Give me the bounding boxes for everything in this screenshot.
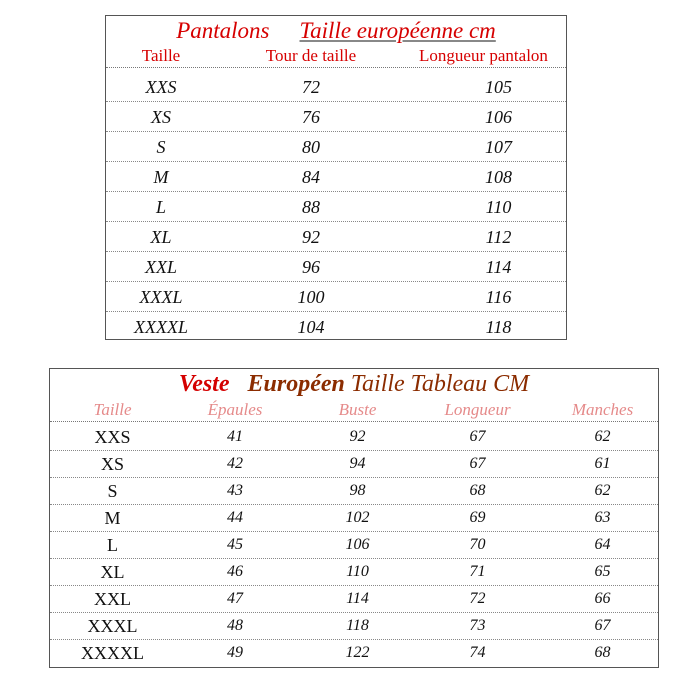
size-cell: M bbox=[104, 508, 121, 528]
table-row bbox=[106, 312, 566, 342]
jacket-title-rest: Taille Tableau CM bbox=[350, 371, 530, 397]
sleeves-cell: 65 bbox=[594, 563, 611, 580]
chest-cell: 92 bbox=[349, 428, 366, 445]
pants-table-header bbox=[106, 45, 566, 68]
sleeves-cell: 66 bbox=[594, 590, 611, 607]
pants-header-length: Longueur pantalon bbox=[419, 46, 548, 65]
table-row bbox=[106, 162, 566, 192]
pants-title-part1: Pantalons bbox=[176, 18, 270, 43]
sleeves-cell: 62 bbox=[594, 428, 611, 445]
length-cell: 118 bbox=[485, 317, 512, 337]
length-cell: 74 bbox=[469, 644, 486, 661]
table-row bbox=[50, 451, 658, 478]
jacket-header-length: Longueur bbox=[444, 400, 511, 419]
length-cell: 107 bbox=[485, 137, 512, 157]
waist-cell: 88 bbox=[302, 197, 320, 217]
size-cell: S bbox=[156, 137, 166, 157]
sleeves-cell: 67 bbox=[594, 617, 611, 634]
pants-title-part2: Taille européenne cm bbox=[299, 18, 496, 43]
table-row bbox=[106, 102, 566, 132]
length-cell: 112 bbox=[485, 227, 512, 247]
waist-cell: 100 bbox=[297, 287, 325, 307]
jacket-header-sleeves: Manches bbox=[571, 400, 634, 419]
length-cell: 106 bbox=[485, 107, 512, 127]
size-cell: XXS bbox=[145, 77, 177, 97]
table-row bbox=[106, 132, 566, 162]
waist-cell: 84 bbox=[302, 167, 320, 187]
chest-cell: 114 bbox=[346, 590, 369, 607]
waist-cell: 72 bbox=[302, 77, 320, 97]
length-cell: 110 bbox=[485, 197, 512, 217]
table-row bbox=[50, 478, 658, 505]
pants-header-size: Taille bbox=[141, 46, 181, 65]
size-cell: XXL bbox=[94, 589, 131, 609]
size-cell: XXS bbox=[94, 427, 131, 447]
table-row bbox=[50, 613, 658, 640]
table-row bbox=[50, 586, 658, 613]
jacket-title-europeen: Européen bbox=[247, 371, 345, 397]
sleeves-cell: 68 bbox=[594, 644, 611, 661]
waist-cell: 104 bbox=[297, 317, 325, 337]
jacket-size-table bbox=[49, 368, 659, 668]
shoulders-cell: 47 bbox=[227, 590, 243, 607]
sleeves-cell: 61 bbox=[594, 455, 611, 472]
sleeves-cell: 62 bbox=[594, 482, 611, 499]
shoulders-cell: 41 bbox=[227, 428, 243, 445]
length-cell: 67 bbox=[469, 455, 486, 472]
length-cell: 114 bbox=[485, 257, 512, 277]
shoulders-cell: 46 bbox=[227, 563, 243, 580]
size-cell: XS bbox=[100, 454, 124, 474]
jacket-title-veste: Veste bbox=[178, 371, 230, 397]
table-row bbox=[106, 192, 566, 222]
pants-table-title bbox=[106, 18, 566, 44]
size-cell: L bbox=[155, 197, 166, 217]
chest-cell: 118 bbox=[346, 617, 369, 634]
shoulders-cell: 43 bbox=[227, 482, 243, 499]
chest-cell: 94 bbox=[349, 455, 366, 472]
table-row bbox=[50, 505, 658, 532]
table-row bbox=[50, 532, 658, 559]
shoulders-cell: 42 bbox=[227, 455, 243, 472]
chest-cell: 102 bbox=[345, 509, 370, 526]
jacket-table-header bbox=[50, 399, 658, 422]
waist-cell: 80 bbox=[302, 137, 320, 157]
length-cell: 105 bbox=[485, 77, 512, 97]
length-cell: 72 bbox=[469, 590, 486, 607]
length-cell: 116 bbox=[485, 287, 512, 307]
sleeves-cell: 63 bbox=[594, 509, 611, 526]
size-cell: XXXL bbox=[87, 616, 138, 636]
size-cell: XXXXL bbox=[81, 643, 144, 663]
table-row bbox=[106, 282, 566, 312]
table-row bbox=[106, 222, 566, 252]
table-row bbox=[50, 640, 658, 667]
sleeves-cell: 64 bbox=[594, 536, 611, 553]
shoulders-cell: 45 bbox=[227, 536, 243, 553]
size-cell: XL bbox=[100, 562, 125, 582]
size-cell: XS bbox=[151, 107, 171, 127]
size-cell: XL bbox=[150, 227, 172, 247]
length-cell: 70 bbox=[469, 536, 486, 553]
jacket-table-title bbox=[50, 370, 658, 398]
size-cell: XXXXL bbox=[134, 317, 188, 337]
size-cell: S bbox=[107, 481, 118, 501]
jacket-table-body bbox=[50, 424, 658, 667]
jacket-header-shoulders: Épaules bbox=[207, 400, 263, 419]
size-cell: XXXL bbox=[139, 287, 183, 307]
waist-cell: 96 bbox=[302, 257, 320, 277]
pants-table-body bbox=[106, 72, 566, 342]
jacket-header-size: Taille bbox=[93, 400, 132, 419]
chest-cell: 98 bbox=[349, 482, 366, 499]
shoulders-cell: 49 bbox=[227, 644, 243, 661]
size-cell: L bbox=[107, 535, 118, 555]
chest-cell: 110 bbox=[346, 563, 369, 580]
chest-cell: 122 bbox=[345, 644, 370, 661]
size-cell: XXL bbox=[144, 257, 177, 277]
table-row bbox=[106, 72, 566, 102]
table-row bbox=[106, 252, 566, 282]
waist-cell: 92 bbox=[302, 227, 320, 247]
shoulders-cell: 44 bbox=[227, 509, 243, 526]
table-row bbox=[50, 424, 658, 451]
length-cell: 73 bbox=[469, 617, 486, 634]
pants-header-waist: Tour de taille bbox=[265, 46, 357, 65]
length-cell: 108 bbox=[485, 167, 512, 187]
size-cell: M bbox=[153, 167, 169, 187]
length-cell: 67 bbox=[469, 428, 486, 445]
waist-cell: 76 bbox=[302, 107, 320, 127]
length-cell: 71 bbox=[469, 563, 486, 580]
pants-size-table bbox=[105, 15, 567, 340]
chest-cell: 106 bbox=[345, 536, 370, 553]
shoulders-cell: 48 bbox=[227, 617, 243, 634]
table-row bbox=[50, 559, 658, 586]
length-cell: 68 bbox=[469, 482, 486, 499]
jacket-header-chest: Buste bbox=[338, 400, 377, 419]
length-cell: 69 bbox=[469, 509, 486, 526]
